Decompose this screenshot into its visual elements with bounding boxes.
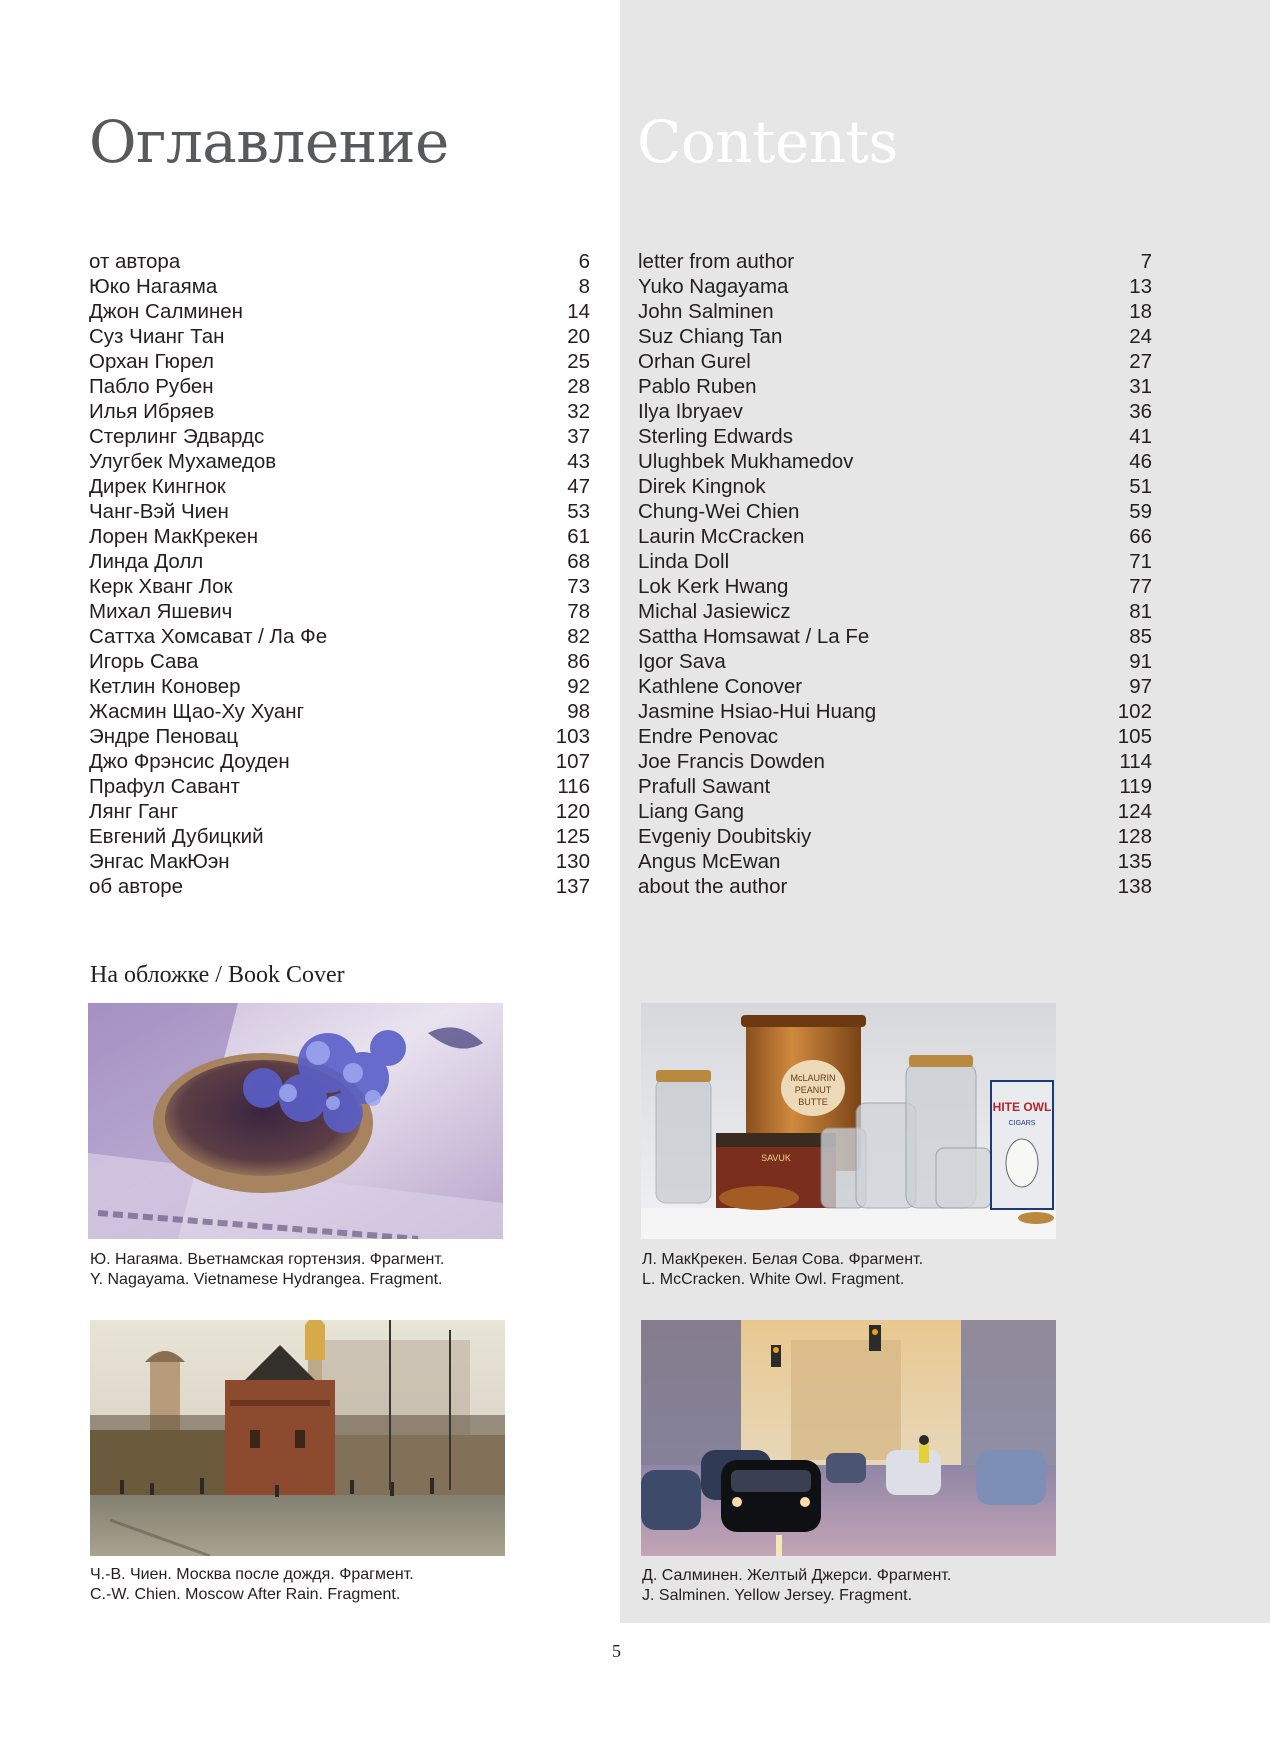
toc-entry (89, 574, 590, 599)
toc-entry-page: 32 (567, 400, 590, 423)
toc-entry-page: 102 (1117, 700, 1152, 723)
toc-entry-page: 66 (1129, 525, 1152, 548)
toc-entry (638, 274, 1152, 299)
toc-entry-title: Линда Долл (89, 550, 204, 573)
toc-entry-page: 37 (567, 425, 590, 448)
toc-entry-page: 43 (567, 450, 590, 473)
toc-entry-page: 14 (567, 300, 590, 323)
toc-entry (638, 874, 1152, 899)
toc-entry-page: 98 (567, 700, 590, 723)
toc-entry-page: 77 (1129, 575, 1152, 598)
toc-entry-title: Endre Penovac (638, 725, 779, 748)
toc-entry-page: 85 (1129, 625, 1152, 648)
table-of-contents-english (638, 249, 1152, 899)
toc-entry-page: 6 (578, 250, 590, 273)
toc-entry-title: Михал Яшевич (89, 600, 233, 623)
toc-entry (89, 699, 590, 724)
toc-entry-title: Жасмин Щао-Ху Хуанг (89, 700, 305, 723)
toc-entry-title: Илья Ибряев (89, 400, 215, 423)
toc-entry (89, 724, 590, 749)
toc-entry (89, 749, 590, 774)
toc-entry-title: John Salminen (638, 300, 774, 323)
toc-entry-title: Стерлинг Эдвардс (89, 425, 265, 448)
jar-label-mclaurin: McLAURIN (790, 1073, 836, 1083)
toc-entry-title: Дирек Кингнок (89, 475, 226, 498)
toc-entry-page: 105 (1117, 725, 1152, 748)
toc-entry-page: 138 (1117, 875, 1152, 898)
toc-entry-title: Эндре Пеновац (89, 725, 239, 748)
hydrangea-painting (88, 1003, 503, 1239)
table-of-contents-russian (89, 249, 590, 899)
jars-caption-russian: Л. МакКрекен. Белая Сова. Фрагмент. (642, 1251, 924, 1268)
toc-entry (638, 674, 1152, 699)
toc-entry-title: Лянг Ганг (89, 800, 179, 823)
hydrangea-caption (90, 1250, 444, 1290)
toc-entry (89, 374, 590, 399)
toc-entry-title: about the author (638, 875, 788, 898)
toc-entry (89, 674, 590, 699)
toc-entry (89, 824, 590, 849)
toc-entry-page: 51 (1129, 475, 1152, 498)
toc-entry (89, 399, 590, 424)
toc-entry-page: 68 (567, 550, 590, 573)
toc-entry (89, 524, 590, 549)
toc-entry (638, 599, 1152, 624)
toc-entry (89, 324, 590, 349)
toc-entry (638, 249, 1152, 274)
toc-entry-title: letter from author (638, 250, 795, 273)
toc-entry-title: Улугбек Мухамедов (89, 450, 277, 473)
toc-entry-title: Evgeniy Doubitskiy (638, 825, 812, 848)
toc-entry-page: 13 (1129, 275, 1152, 298)
toc-entry-page: 46 (1129, 450, 1152, 473)
toc-entry-title: Суз Чианг Тан (89, 325, 225, 348)
toc-entry (638, 574, 1152, 599)
toc-entry-title: Prafull Sawant (638, 775, 771, 798)
street-caption-english: J. Salminen. Yellow Jersey. Fragment. (642, 1587, 913, 1604)
toc-entry (638, 649, 1152, 674)
toc-entry-title: Евгений Дубицкий (89, 825, 264, 848)
toc-entry-page: 82 (567, 625, 590, 648)
toc-entry (89, 449, 590, 474)
toc-entry-page: 47 (567, 475, 590, 498)
moscow-caption-russian: Ч.-В. Чиен. Москва после дождя. Фрагмент. (90, 1566, 414, 1583)
toc-entry-page: 116 (557, 775, 590, 798)
toc-entry-page: 135 (1117, 850, 1152, 873)
toc-entry-title: Sattha Homsawat / La Fe (638, 625, 870, 648)
toc-entry (638, 624, 1152, 649)
toc-entry-page: 59 (1129, 500, 1152, 523)
tin-label-savuk: SAVUK (761, 1153, 791, 1163)
jars-caption-english: L. McCracken. White Owl. Fragment. (642, 1271, 905, 1288)
toc-entry-title: Kathlene Conover (638, 675, 803, 698)
toc-entry-page: 28 (567, 375, 590, 398)
toc-entry-title: Чанг-Вэй Чиен (89, 500, 229, 523)
toc-entry-page: 24 (1129, 325, 1152, 348)
toc-entry-page: 86 (567, 650, 590, 673)
toc-entry-title: Angus McEwan (638, 850, 781, 873)
street-caption-russian: Д. Салминен. Желтый Джерси. Фрагмент. (642, 1567, 952, 1584)
toc-entry-title: Игорь Сава (89, 650, 199, 673)
toc-entry-title: Пабло Рубен (89, 375, 214, 398)
toc-entry-title: Chung-Wei Chien (638, 500, 800, 523)
toc-entry-title: Joe Francis Dowden (638, 750, 825, 773)
toc-entry (89, 874, 590, 899)
toc-entry (89, 624, 590, 649)
hydrangea-caption-english: Y. Nagayama. Vietnamese Hydrangea. Fragment. (90, 1271, 443, 1288)
toc-entry-page: 130 (555, 850, 590, 873)
toc-entry-page: 8 (578, 275, 590, 298)
toc-entry-page: 124 (1117, 800, 1152, 823)
toc-entry-title: Прафул Савант (89, 775, 240, 798)
moscow-caption-english: C.-W. Chien. Moscow After Rain. Fragment. (90, 1586, 401, 1603)
moscow-caption (90, 1565, 414, 1605)
toc-entry (89, 499, 590, 524)
toc-entry (89, 249, 590, 274)
toc-entry (89, 274, 590, 299)
toc-entry (89, 799, 590, 824)
toc-entry-page: 73 (567, 575, 590, 598)
street-painting (641, 1320, 1056, 1556)
toc-entry-title: Jasmine Hsiao-Hui Huang (638, 700, 877, 723)
toc-entry-page: 53 (567, 500, 590, 523)
toc-entry (638, 799, 1152, 824)
toc-entry-page: 27 (1129, 350, 1152, 373)
toc-entry (638, 349, 1152, 374)
toc-entry (89, 549, 590, 574)
page-number: 5 (612, 1641, 621, 1661)
toc-entry (638, 524, 1152, 549)
toc-entry-page: 119 (1119, 775, 1152, 798)
toc-entry-title: Laurin McCracken (638, 525, 805, 548)
toc-entry-page: 18 (1129, 300, 1152, 323)
toc-entry-title: Michal Jasiewicz (638, 600, 791, 623)
toc-entry-page: 107 (555, 750, 590, 773)
toc-entry-page: 91 (1129, 650, 1152, 673)
toc-entry (638, 449, 1152, 474)
hydrangea-caption-russian: Ю. Нагаяма. Вьетнамская гортензия. Фрагмент. (90, 1251, 445, 1268)
jars-painting (641, 1003, 1056, 1239)
toc-entry-page: 71 (1129, 550, 1152, 573)
toc-entry-title: Ilya Ibryaev (638, 400, 743, 423)
toc-entry-page: 125 (555, 825, 590, 848)
toc-entry-title: Орхан Гюрел (89, 350, 214, 373)
toc-entry-page: 78 (567, 600, 590, 623)
toc-entry-title: Энгас МакЮэн (89, 850, 230, 873)
toc-entry-title: Suz Chiang Tan (638, 325, 783, 348)
toc-entry-page: 114 (1119, 750, 1152, 773)
toc-entry-page: 31 (1129, 375, 1152, 398)
toc-entry (638, 824, 1152, 849)
toc-entry (89, 649, 590, 674)
toc-entry-title: Lok Kerk Hwang (638, 575, 789, 598)
toc-entry-page: 36 (1129, 400, 1152, 423)
toc-entry (89, 299, 590, 324)
toc-entry (638, 474, 1152, 499)
toc-entry-page: 20 (567, 325, 590, 348)
toc-entry (638, 549, 1152, 574)
box-label-white-owl: HITE OWL (992, 1100, 1052, 1114)
toc-entry-title: Liang Gang (638, 800, 745, 823)
jars-caption (642, 1250, 923, 1290)
toc-entry-page: 7 (1140, 250, 1152, 273)
toc-entry-page: 41 (1129, 425, 1152, 448)
toc-entry-title: Igor Sava (638, 650, 726, 673)
jar-label-peanut: PEANUT (794, 1085, 832, 1095)
book-cover-heading: На обложке / Book Cover (90, 962, 345, 988)
toc-entry (638, 724, 1152, 749)
toc-entry-title: от автора (89, 250, 181, 273)
toc-entry-page: 81 (1129, 600, 1152, 623)
toc-entry (638, 399, 1152, 424)
toc-entry-title: Джо Фрэнсис Доуден (89, 750, 290, 773)
street-caption (642, 1566, 951, 1606)
toc-entry-page: 97 (1129, 675, 1152, 698)
toc-entry-page: 128 (1117, 825, 1152, 848)
toc-entry (638, 849, 1152, 874)
toc-entry (638, 774, 1152, 799)
toc-entry (638, 749, 1152, 774)
toc-entry (638, 499, 1152, 524)
toc-entry-title: Джон Салминен (89, 300, 244, 323)
toc-entry-title: Yuko Nagayama (638, 275, 789, 298)
toc-entry-title: Керк Хванг Лок (89, 575, 233, 598)
toc-entry-title: Orhan Gurel (638, 350, 751, 373)
toc-entry-title: Юко Нагаяма (89, 275, 218, 298)
toc-entry (89, 849, 590, 874)
toc-entry (638, 424, 1152, 449)
toc-entry-page: 92 (567, 675, 590, 698)
toc-entry-title: об авторе (89, 875, 184, 898)
toc-entry (638, 299, 1152, 324)
box-label-cigars: CIGARS (1008, 1120, 1036, 1127)
toc-entry (89, 774, 590, 799)
toc-entry (89, 474, 590, 499)
toc-entry (89, 349, 590, 374)
toc-entry-page: 25 (567, 350, 590, 373)
toc-entry-title: Sterling Edwards (638, 425, 793, 448)
toc-entry-page: 120 (555, 800, 590, 823)
toc-entry (638, 699, 1152, 724)
toc-entry-page: 61 (567, 525, 590, 548)
page-title-english: Contents (637, 108, 898, 176)
toc-entry (89, 424, 590, 449)
toc-entry-title: Лорен МакКрекен (89, 525, 259, 548)
jar-label-butter: BUTTE (798, 1097, 828, 1107)
toc-entry (638, 374, 1152, 399)
toc-entry (89, 599, 590, 624)
toc-entry-title: Саттха Хомсават / Ла Фе (89, 625, 328, 648)
toc-entry-page: 137 (555, 875, 590, 898)
toc-entry-title: Кетлин Коновер (89, 675, 241, 698)
toc-entry-title: Linda Doll (638, 550, 730, 573)
moscow-painting (90, 1320, 505, 1556)
toc-entry-title: Direk Kingnok (638, 475, 766, 498)
toc-entry-title: Ulughbek Mukhamedov (638, 450, 854, 473)
toc-entry-page: 103 (555, 725, 590, 748)
toc-entry-title: Pablo Ruben (638, 375, 757, 398)
toc-entry (638, 324, 1152, 349)
page-title-russian: Оглавление (89, 108, 449, 176)
